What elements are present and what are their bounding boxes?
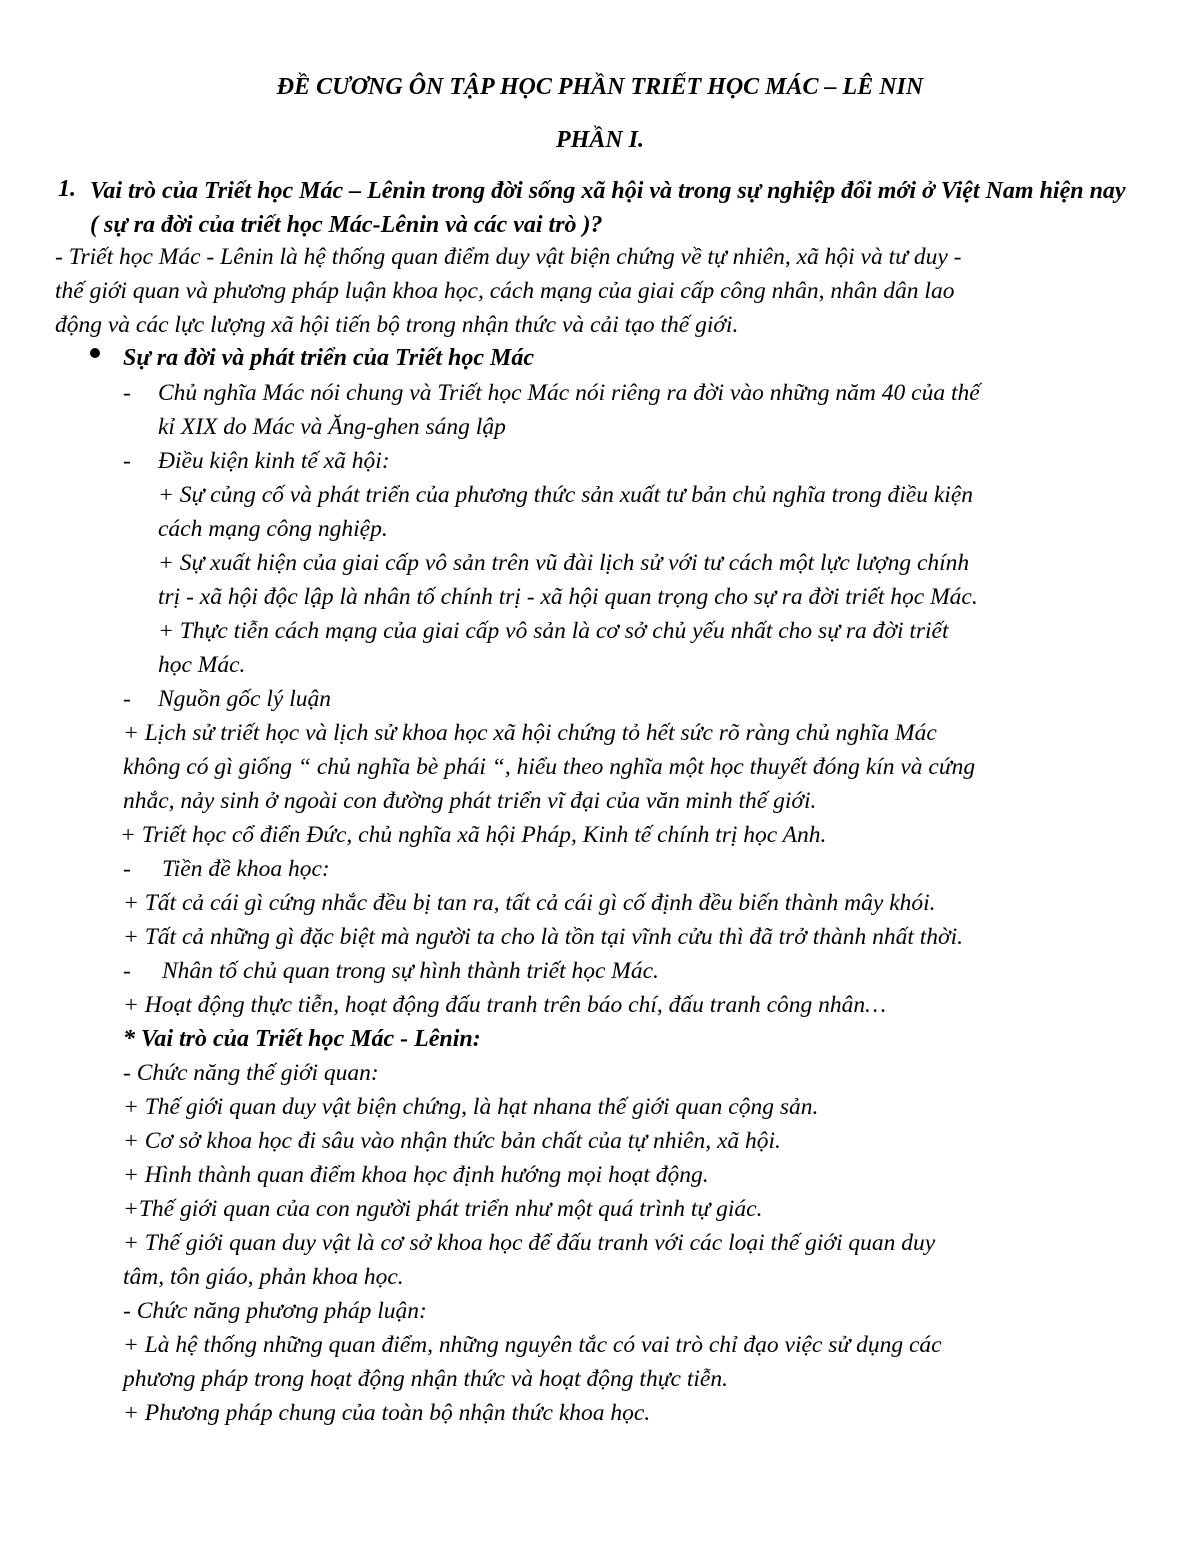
question-text: Vai trò của Triết học Mác – Lênin trong đời sống xã hội và trong sự nghiệp đổi mới ở Việt Nam hiện nay ( sự ra đời của triết học Mác-Lênin và các vai trò )? (90, 178, 1126, 238)
sub-line: Chủ nghĩa Mác nói chung và Triết học Mác nói riêng ra đời vào những năm 40 của thế (158, 380, 980, 406)
dash-marker: - (123, 448, 131, 474)
body-line: không có gì giống “ chủ nghĩa bè phái “, hiểu theo nghĩa một học thuyết đóng kín và cứng (123, 754, 976, 780)
sub-line: kỉ XIX do Mác và Ăng-ghen sáng lập (158, 414, 506, 440)
role-line: + Phương pháp chung của toàn bộ nhận thức khoa học. (123, 1400, 651, 1426)
sub-line: học Mác. (158, 652, 246, 678)
role-line: + Thế giới quan duy vật là cơ sở khoa học để đấu tranh với các loại thế giới quan duy (123, 1230, 936, 1256)
role-line: + Hình thành quan điểm khoa học định hướng mọi hoạt động. (123, 1162, 709, 1188)
body-line: + Lịch sử triết học và lịch sử khoa học xã hội chứng tỏ hết sức rõ ràng chủ nghĩa Mác (123, 720, 937, 746)
section-heading-origin: Sự ra đời và phát triển của Triết học Mác (123, 345, 535, 371)
document-title: ĐỀ CƯƠNG ÔN TẬP HỌC PHẦN TRIẾT HỌC MÁC – LÊ NIN (276, 74, 924, 100)
role-line: phương pháp trong hoạt động nhận thức và hoạt động thực tiễn. (123, 1366, 728, 1392)
dash-marker: - (123, 686, 131, 712)
dash-marker: - (123, 380, 131, 406)
dash-marker: - (123, 856, 131, 882)
intro-line: - Triết học Mác - Lênin là hệ thống quan điểm duy vật biện chứng về tự nhiên, xã hội và tư duy - (55, 244, 962, 270)
sub-line: + Sự củng cố và phát triển của phương thức sản xuất tư bản chủ nghĩa trong điều kiện (158, 482, 974, 508)
body-line: + Hoạt động thực tiễn, hoạt động đấu tranh trên báo chí, đấu tranh công nhân… (123, 992, 887, 1018)
section-heading-role: * Vai trò của Triết học Mác - Lênin: (123, 1026, 481, 1052)
intro-line: thế giới quan và phương pháp luận khoa học, cách mạng của giai cấp công nhân, nhân dân lao (55, 278, 955, 304)
body-line: Nhân tố chủ quan trong sự hình thành triết học Mác. (162, 958, 659, 984)
sub-line: + Thực tiễn cách mạng của giai cấp vô sản là cơ sở chủ yếu nhất cho sự ra đời triết (158, 618, 949, 644)
dash-marker: - (123, 958, 131, 984)
sub-line: Điều kiện kinh tế xã hội: (158, 448, 390, 474)
role-line: - Chức năng thế giới quan: (123, 1060, 379, 1086)
sub-line: cách mạng công nghiệp. (158, 516, 388, 542)
body-line: + Tất cả cái gì cứng nhắc đều bị tan ra, tất cả cái gì cố định đều biến thành mây khói. (123, 890, 936, 916)
body-line: nhắc, nảy sinh ở ngoài con đường phát triển vĩ đại của văn minh thế giới. (123, 788, 817, 814)
part-heading: PHẦN I. (555, 127, 644, 153)
body-line: + Triết học cổ điển Đức, chủ nghĩa xã hội Pháp, Kinh tế chính trị học Anh. (120, 822, 827, 848)
role-line: - Chức năng phương pháp luận: (123, 1298, 427, 1324)
role-line: + Cơ sở khoa học đi sâu vào nhận thức bản chất của tự nhiên, xã hội. (123, 1128, 781, 1154)
sub-line: Nguồn gốc lý luận (158, 686, 331, 712)
role-line: tâm, tôn giáo, phản khoa học. (123, 1264, 404, 1290)
role-line: + Thế giới quan duy vật biện chứng, là hạt nhana thế giới quan cộng sản. (123, 1094, 819, 1120)
body-line: Tiền đề khoa học: (162, 856, 330, 882)
sub-line: + Sự xuất hiện của giai cấp vô sản trên vũ đài lịch sử với tư cách một lực lượng chính (158, 550, 970, 576)
question-number: 1. (58, 176, 76, 202)
role-line: +Thế giới quan của con người phát triển như một quá trình tự giác. (123, 1196, 763, 1222)
role-line: + Là hệ thống những quan điểm, những nguyên tắc có vai trò chỉ đạo việc sử dụng các (123, 1332, 942, 1358)
bullet-icon (90, 348, 100, 358)
intro-line: động và các lực lượng xã hội tiến bộ trong nhận thức và cải tạo thế giới. (55, 312, 739, 338)
body-line: + Tất cả những gì đặc biệt mà người ta cho là tồn tại vĩnh cửu thì đã trở thành nhất thời. (123, 924, 963, 950)
sub-line: trị - xã hội độc lập là nhân tố chính trị - xã hội quan trọng cho sự ra đời triết học Mác. (158, 584, 978, 610)
